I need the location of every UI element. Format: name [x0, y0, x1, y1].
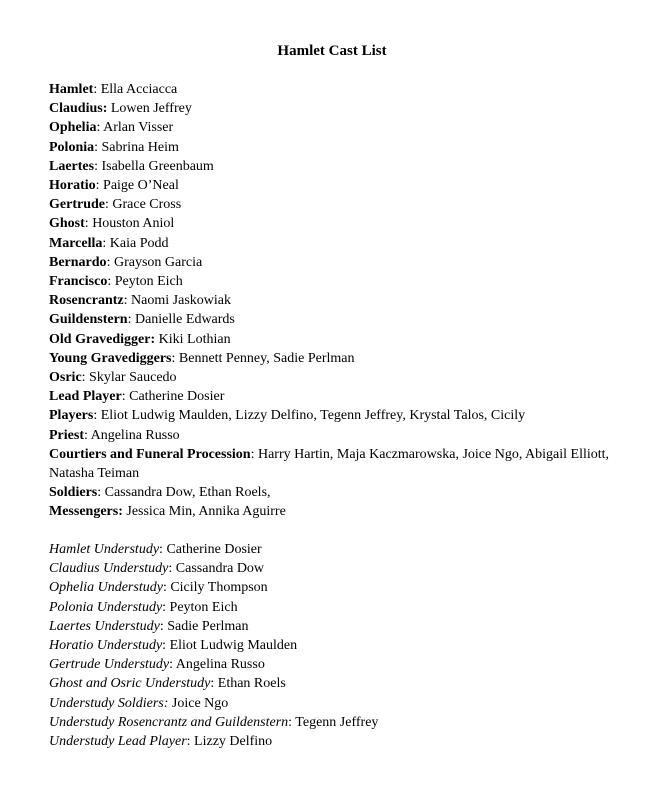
- role-separator: :: [93, 408, 101, 424]
- role-separator: :: [168, 561, 176, 577]
- role-name: Ghost: [49, 216, 85, 232]
- actor-names: Skylar Saucedo: [89, 370, 177, 386]
- actor-names: Ella Acciacca: [100, 82, 178, 97]
- cast-entry: [49, 502, 634, 521]
- actor-names: Angelina Russo: [90, 427, 180, 443]
- role-name: Lead Player: [49, 389, 122, 405]
- role-separator: :: [106, 254, 114, 270]
- role-separator: :: [159, 542, 167, 557]
- understudy-entry: [49, 578, 634, 597]
- role-separator: :: [93, 82, 101, 97]
- cast-list: [49, 80, 634, 522]
- actor-names: Paige O’Neal: [103, 178, 179, 194]
- actor-names: Houston Aniol: [92, 216, 175, 232]
- actor-names: Kiki Lothian: [158, 331, 231, 347]
- role-separator: :: [162, 638, 170, 654]
- role-name: Laertes: [49, 158, 95, 174]
- role-separator: :: [102, 235, 110, 251]
- role-separator: :: [83, 427, 91, 443]
- actor-names: Peyton Eich: [114, 274, 183, 290]
- role-name: Understudy Lead Player: [49, 734, 187, 750]
- role-name: Soldiers: [49, 485, 98, 501]
- role-separator: :: [81, 370, 90, 386]
- cast-entry: [49, 483, 634, 502]
- cast-entry: [49, 99, 634, 118]
- role-separator: :: [162, 599, 170, 615]
- role-separator: :: [171, 350, 179, 366]
- actor-names: Sadie Perlman: [167, 618, 249, 634]
- role-name: Messengers:: [49, 504, 123, 520]
- role-separator: :: [169, 657, 176, 673]
- role-separator: :: [250, 446, 258, 462]
- understudy-entry: [49, 617, 634, 636]
- actor-names: Grace Cross: [112, 197, 182, 213]
- role-name: Understudy Rosencrantz and Guildenstern: [49, 714, 289, 730]
- actor-names: Eliot Ludwig Maulden, Lizzy Delfino, Tegenn Jeffrey, Krystal Talos, Cicily: [100, 408, 526, 424]
- actor-names: Isabella Greenbaum: [101, 158, 214, 174]
- understudy-entry: [49, 559, 634, 578]
- role-separator: :: [107, 274, 115, 290]
- cast-entry: [49, 406, 634, 425]
- cast-entry: [49, 349, 634, 368]
- actor-names: Kaia Podd: [109, 235, 169, 251]
- role-separator: :: [94, 139, 102, 155]
- actor-names: Joice Ngo: [171, 695, 229, 711]
- role-separator: :: [97, 485, 105, 501]
- cast-entry: [49, 310, 634, 329]
- role-name: Horatio Understudy: [49, 638, 163, 654]
- role-name: Bernardo: [49, 254, 107, 270]
- actor-names: Catherine Dosier: [129, 389, 225, 405]
- cast-entry: [49, 253, 634, 272]
- actor-names: Danielle Edwards: [134, 312, 235, 328]
- understudy-entry: [49, 732, 634, 751]
- actor-names: Naomi Jaskowiak: [131, 293, 231, 309]
- understudy-entry: [49, 655, 634, 674]
- role-name: Hamlet: [49, 82, 94, 97]
- actor-names: Peyton Eich: [169, 599, 238, 615]
- role-name: Old Gravedigger:: [49, 331, 156, 347]
- cast-entry: [49, 80, 634, 99]
- cast-entry: [49, 368, 634, 387]
- role-name: Gertrude: [49, 197, 105, 213]
- role-name: Claudius:: [49, 101, 108, 117]
- actor-names: Cassandra Dow: [175, 561, 265, 577]
- actor-names: Tegenn Jeffrey: [295, 714, 379, 730]
- page-title: Hamlet Cast List: [277, 43, 387, 59]
- cast-entry: [49, 234, 634, 253]
- role-name: Hamlet Understudy: [49, 542, 160, 557]
- role-name: Polonia: [49, 139, 95, 155]
- role-separator: :: [162, 580, 171, 596]
- cast-entry: [49, 445, 634, 483]
- cast-entry: [49, 387, 634, 406]
- actor-names: Cicily Thompson: [170, 580, 268, 596]
- role-name: Priest: [49, 427, 84, 443]
- cast-entry: [49, 195, 634, 214]
- actor-names: Arlan Visser: [103, 120, 174, 136]
- role-separator: :: [96, 120, 104, 136]
- cast-entry: [49, 330, 634, 349]
- actor-names: Sabrina Heim: [101, 139, 179, 155]
- role-separator: :: [121, 389, 130, 405]
- role-separator: :: [84, 216, 93, 232]
- role-name: Osric: [49, 370, 82, 386]
- role-name: Claudius Understudy: [49, 561, 169, 577]
- role-separator: :: [127, 312, 135, 328]
- actor-names: Catherine Dosier: [166, 542, 262, 557]
- role-separator: :: [159, 618, 168, 634]
- understudy-entry: [49, 694, 634, 713]
- role-name: Laertes Understudy: [49, 618, 160, 634]
- role-name: Ghost and Osric Understudy: [49, 676, 211, 692]
- role-name: Ophelia: [49, 120, 97, 136]
- role-name: Rosencrantz: [49, 293, 124, 309]
- actor-names: Cassandra Dow, Ethan Roels,: [104, 485, 271, 501]
- role-name: Horatio: [49, 178, 96, 194]
- role-name: Gertrude Understudy: [49, 657, 170, 673]
- actor-names: Eliot Ludwig Maulden: [169, 638, 298, 654]
- cast-entry: [49, 157, 634, 176]
- cast-entry: [49, 291, 634, 310]
- cast-entry: [49, 272, 634, 291]
- role-name: Understudy Soldiers:: [49, 695, 169, 711]
- understudy-entry: [49, 674, 634, 693]
- role-separator: :: [210, 676, 218, 692]
- role-name: Courtiers and Funeral Procession: [49, 446, 251, 462]
- role-name: Marcella: [49, 235, 103, 251]
- role-name: Players: [49, 408, 94, 424]
- cast-entry: [49, 176, 634, 195]
- role-name: Ophelia Understudy: [49, 580, 163, 596]
- role-name: Francisco: [49, 274, 108, 290]
- understudy-entry: [49, 540, 634, 559]
- role-separator: :: [104, 197, 113, 213]
- role-separator: :: [95, 178, 104, 194]
- role-separator: :: [186, 734, 195, 750]
- actor-names: Jessica Min, Annika Aguirre: [126, 504, 286, 520]
- understudy-entry: [49, 636, 634, 655]
- role-name: Young Gravediggers: [49, 350, 172, 366]
- actor-names: Bennett Penney, Sadie Perlman: [178, 350, 355, 366]
- understudy-entry: [49, 598, 634, 617]
- role-separator: :: [94, 158, 102, 174]
- actor-names: Harry Hartin, Maja Kaczmarowska, Joice Ngo, Abigail Elliott, Natasha Teiman: [49, 446, 610, 482]
- role-separator: :: [288, 714, 296, 730]
- role-name: Polonia Understudy: [49, 599, 163, 615]
- actor-names: Angelina Russo: [175, 657, 265, 673]
- cast-entry: [49, 118, 634, 137]
- actor-names: Grayson Garcia: [113, 254, 203, 270]
- cast-entry: [49, 214, 634, 233]
- actor-names: Lizzy Delfino: [194, 734, 273, 750]
- actor-names: Lowen Jeffrey: [110, 101, 192, 117]
- understudy-list: [49, 540, 634, 751]
- role-name: Guildenstern: [49, 312, 128, 328]
- cast-entry: [49, 426, 634, 445]
- role-separator: :: [123, 293, 132, 309]
- actor-names: Ethan Roels: [217, 676, 286, 692]
- understudy-entry: [49, 713, 634, 732]
- cast-entry: [49, 138, 634, 157]
